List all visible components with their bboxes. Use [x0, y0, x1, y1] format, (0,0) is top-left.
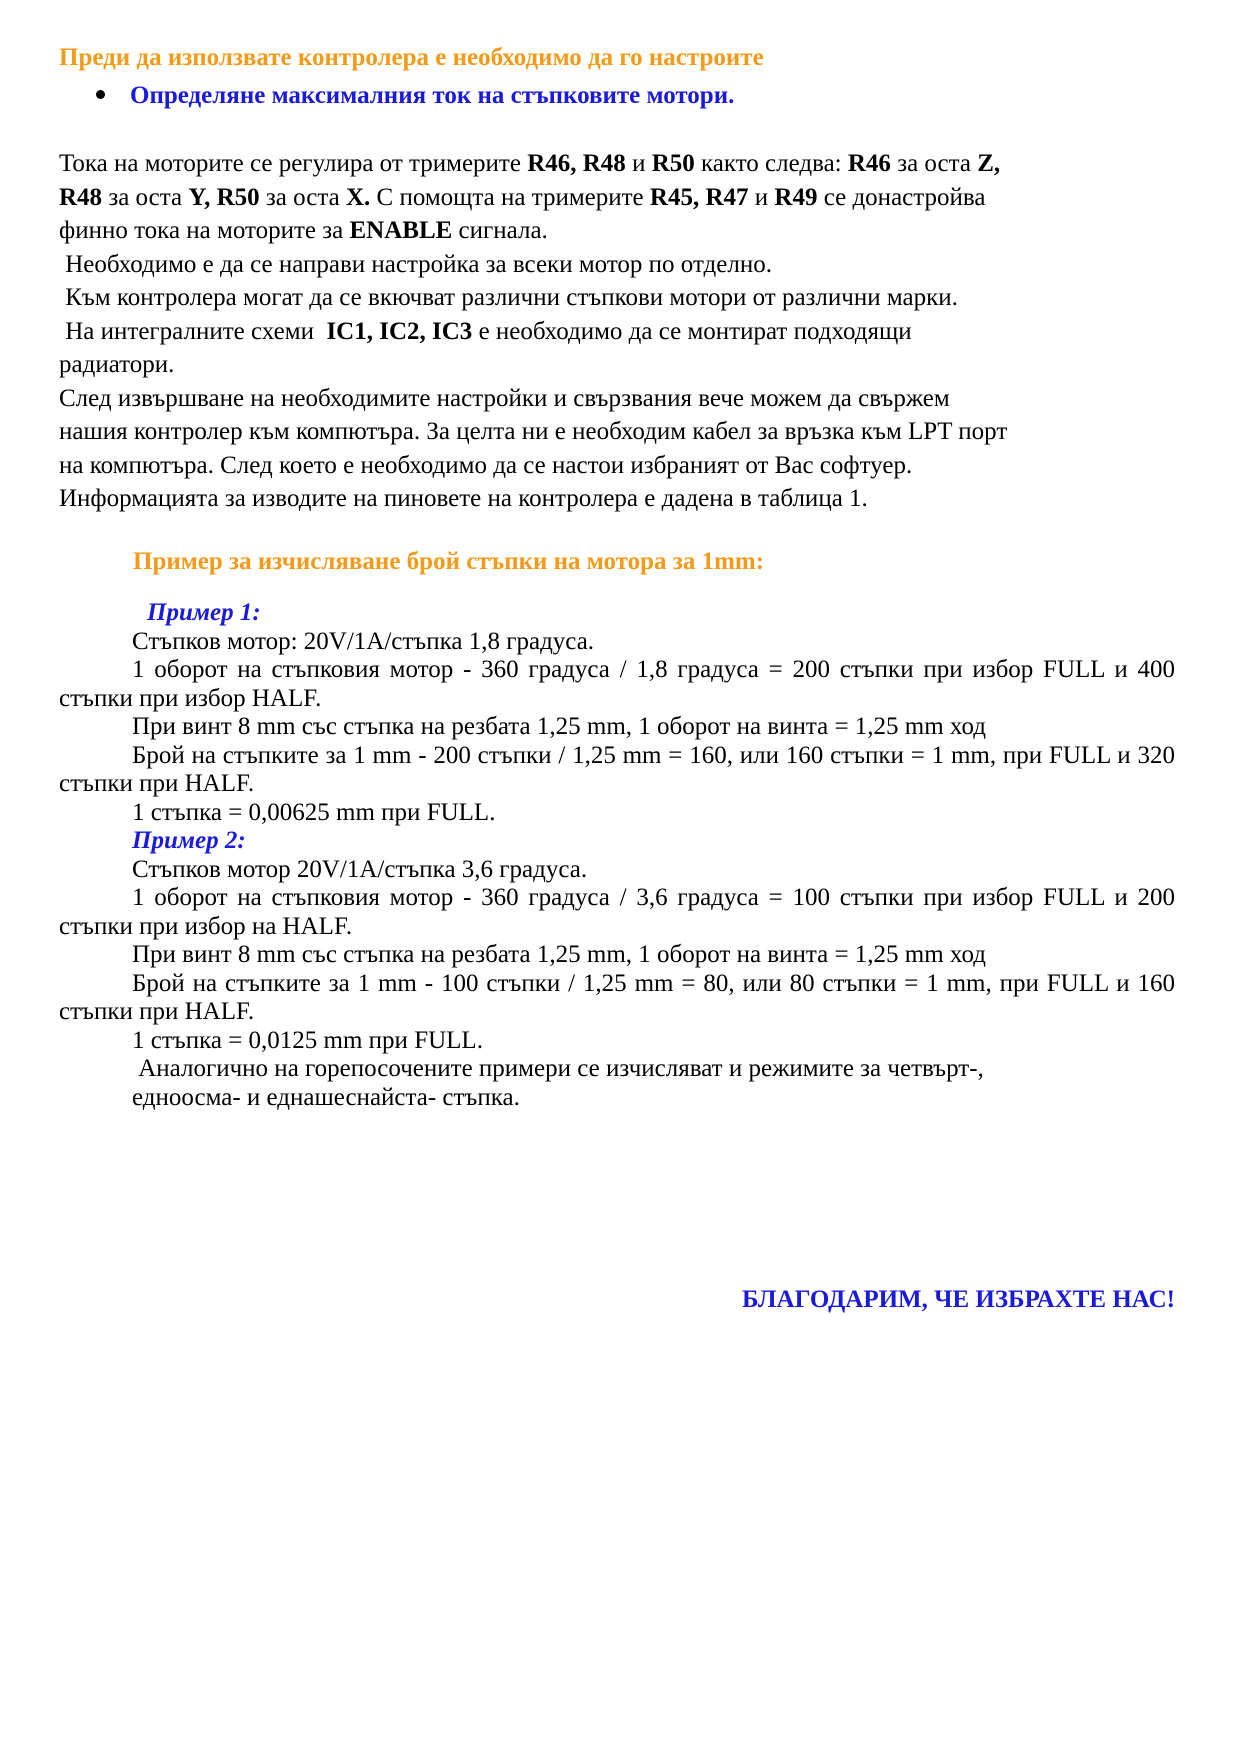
example-1-revolution: 1 оборот на стъпковия мотор - 360 градуса / 1,8 градуса = 200 стъпки при избор FULL и 400 стъпки при избор HALF.	[59, 656, 1175, 712]
example-1-title: Пример 1:	[147, 599, 261, 626]
intro-line-3: финно тока на моторите за ENABLE сигнала.	[59, 217, 548, 244]
section-heading: Преди да използвате контролера е необходимо да го настроите	[59, 44, 764, 71]
analog-line-2: едноосма- и еднашеснайста- стъпка.	[132, 1083, 520, 1111]
intro-line-10: на компютъра. След което е необходимо да се настои избраният от Вас софтуер.	[59, 451, 913, 479]
intro-line-1: Тока на моторите се регулира от тримерите R46, R48 и R50 както следва: R46 за оста Z,	[59, 150, 1001, 177]
intro-line-9: нашия контролер към компютъра. За целта ни е необходим кабел за връзка към LPT порт	[59, 418, 1008, 445]
intro-line-5: Към контролера могат да се вкючват различни стъпкови мотори от различни марки.	[59, 284, 958, 311]
example-1-count: Брой на стъпките за 1 mm - 200 стъпки / 1,25 mm = 160, или 160 стъпки = 1 mm, при FULL и 320 стъпки при HALF.	[59, 741, 1175, 797]
bullet-item	[96, 82, 734, 110]
example-2-title: Пример 2:	[132, 827, 246, 854]
intro-paragraph	[59, 147, 1189, 516]
intro-line-11: Информацията за изводите на пиновете на контролера е дадена в таблица 1.	[59, 485, 868, 512]
bullet-text: Определяне максималния ток на стъпковите мотори.	[130, 82, 735, 109]
intro-line-6: На интегралните схеми IC1, IC2, IC3 е необходимо да се монтират подходящи	[59, 317, 912, 345]
example-2-step: 1 стъпка = 0,0125 mm при FULL.	[132, 1026, 483, 1054]
example-1-step: 1 стъпка = 0,00625 mm при FULL.	[132, 798, 496, 826]
intro-line-7: радиатори.	[59, 351, 175, 378]
intro-line-2: R48 за оста Y, R50 за оста X. С помощта на тримерите R45, R47 и R49 се донастройва	[59, 183, 986, 211]
analog-line-1: Аналогично на горепосочените примери се изчисляват и режимите за четвърт-,	[132, 1055, 984, 1082]
intro-line-8: След извършване на необходимите настройки и свързвания вече можем да свържем	[59, 384, 950, 412]
example-1-motor: Стъпков мотор: 20V/1A/стъпка 1,8 градуса.	[132, 627, 595, 655]
example-2-count: Брой на стъпките за 1 mm - 100 стъпки / 1,25 mm = 80, или 80 стъпки = 1 mm, при FULL и 160 стъпки при HALF.	[59, 969, 1175, 1025]
example-2-revolution: 1 оборот на стъпковия мотор - 360 градуса / 3,6 градуса = 100 стъпки при избор FULL и 200 стъпки при избор на HALF.	[59, 884, 1175, 940]
example-2-motor: Стъпков мотор 20V/1A/стъпка 3,6 градуса.	[132, 855, 588, 883]
intro-line-4: Необходимо е да се направи настройка за всеки мотор по отделно.	[59, 250, 772, 278]
closing-thanks: БЛАГОДАРИМ, ЧЕ ИЗБРАХТЕ НАС!	[742, 1286, 1175, 1313]
example-heading: Пример за изчисляване брой стъпки на мотора за 1mm:	[133, 548, 765, 575]
bullet-icon	[96, 90, 105, 99]
example-2-screw: При винт 8 mm със стъпка на резбата 1,25 mm, 1 оборот на винта = 1,25 mm ход	[132, 941, 986, 968]
examples-block	[59, 599, 1175, 1112]
example-1-screw: При винт 8 mm със стъпка на резбата 1,25 mm, 1 оборот на винта = 1,25 mm ход	[132, 713, 986, 740]
